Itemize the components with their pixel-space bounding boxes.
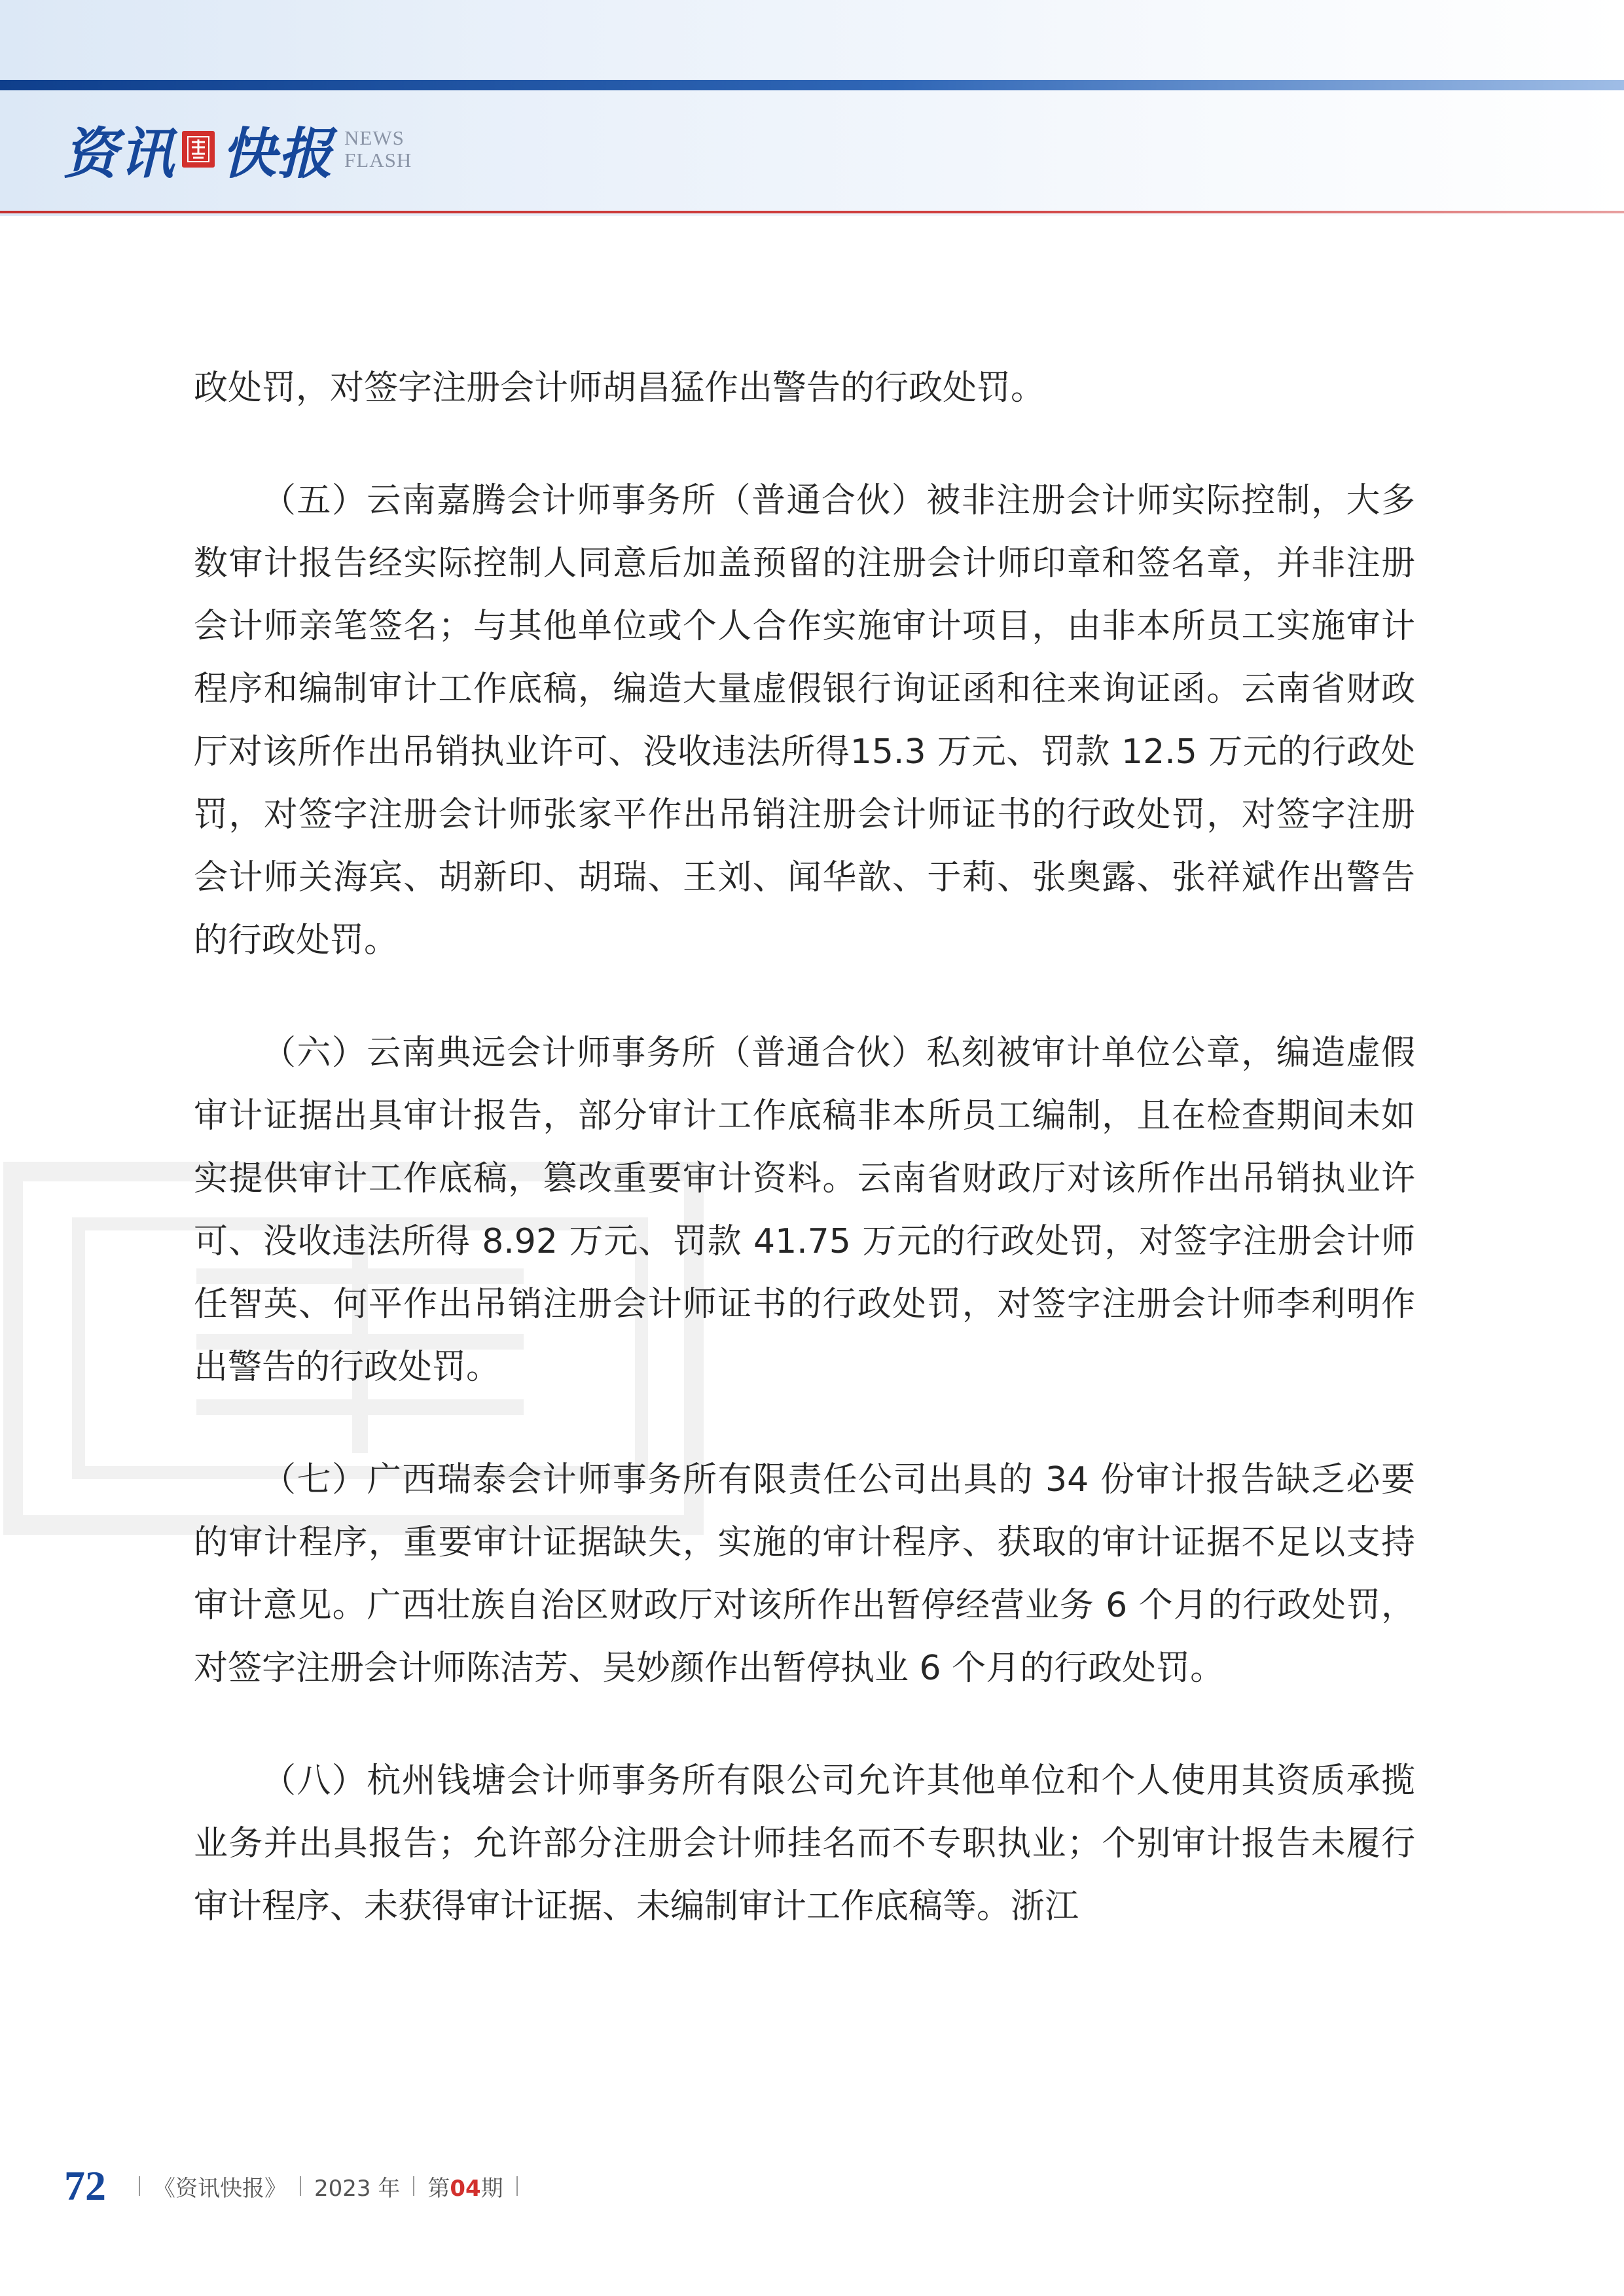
- masthead-logo: [63, 110, 412, 188]
- logo-word-left: 资讯: [63, 120, 176, 186]
- paragraph-continuation: 政处罚，对签字注册会计师胡昌猛作出警告的行政处罚。: [194, 368, 1045, 408]
- logo-word-right: 快报: [221, 120, 334, 186]
- page-footer: [64, 2160, 531, 2212]
- logo-english: [344, 127, 412, 171]
- footer-issue: [427, 2170, 503, 2202]
- logo-english-line2: FLASH: [344, 149, 412, 171]
- paragraph-item-6: （六）云南典远会计师事务所（普通合伙）私刻被审计单位公章，编造虚假审计证据出具审计报告，部分审计工作底稿非本所员工编制，且在检查期间未如实提供审计工作底稿，篡改重要审计资料。云南省财政厅对该所作出吊销执业许可、没收违法所得 8.92 万元、罚款 41.75 万元的行政处罚，对签字注册会计师任智英、何平作出吊销注册会计师证书的行政处罚，对签字注册会计师李利明作出警告的行政处罚。: [194, 1033, 1415, 1387]
- footer-issue-number: 04: [450, 2175, 481, 2202]
- footer-issue-suffix: 期: [480, 2175, 503, 2202]
- footer-divider: [300, 2176, 301, 2196]
- paragraph-item-5: （五）云南嘉腾会计师事务所（普通合伙）被非注册会计师实际控制，大多数审计报告经实际控制人同意后加盖预留的注册会计师印章和签名章，并非注册会计师亲笔签名；与其他单位或个人合作实施审计项目，由非本所员工实施审计程序和编制审计工作底稿，编造大量虚假银行询证函和往来询证函。云南省财政厅对该所作出吊销执业许可、没收违法所得15.3 万元、罚款 12.5 万元的行政处罚，对签字注册会计师张家平作出吊销注册会计师证书的行政处罚，对签字注册会计师关海宾、胡新印、胡瑞、王刘、闻华歆、于莉、张奥露、张祥斌作出警告的行政处罚。: [194, 481, 1415, 960]
- header-top-bar: [0, 80, 1624, 90]
- footer-publication: 《资讯快报》: [153, 2175, 287, 2202]
- paragraph-item-8: （八）杭州钱塘会计师事务所有限公司允许其他单位和个人使用其资质承揽业务并出具报告；允许部分注册会计师挂名而不专职执业；个别审计报告未履行审计程序、未获得审计证据、未编制审计工作底稿等。浙江: [194, 1761, 1415, 1926]
- header-red-rule: [0, 211, 1624, 213]
- footer-divider: [413, 2176, 414, 2196]
- logo-english-line1: NEWS: [344, 126, 405, 149]
- footer-divider: [516, 2176, 518, 2196]
- article-body: [194, 357, 1415, 1938]
- footer-divider: [139, 2176, 140, 2196]
- footer-issue-prefix: 第: [427, 2175, 450, 2202]
- paragraph-item-7: （七）广西瑞泰会计师事务所有限责任公司出具的 34 份审计报告缺乏必要的审计程序，重要审计证据缺失，实施的审计程序、获取的审计证据不足以支持审计意见。广西壮族自治区财政厅对该所作出暂停经营业务 6 个月的行政处罚，对签字注册会计师陈洁芳、吴妙颜作出暂停执业 6 个月的行政处罚。: [194, 1460, 1415, 1688]
- page-number: 72: [64, 2162, 106, 2209]
- logo-seal-icon: [182, 131, 215, 168]
- footer-year: 2023 年: [314, 2175, 401, 2202]
